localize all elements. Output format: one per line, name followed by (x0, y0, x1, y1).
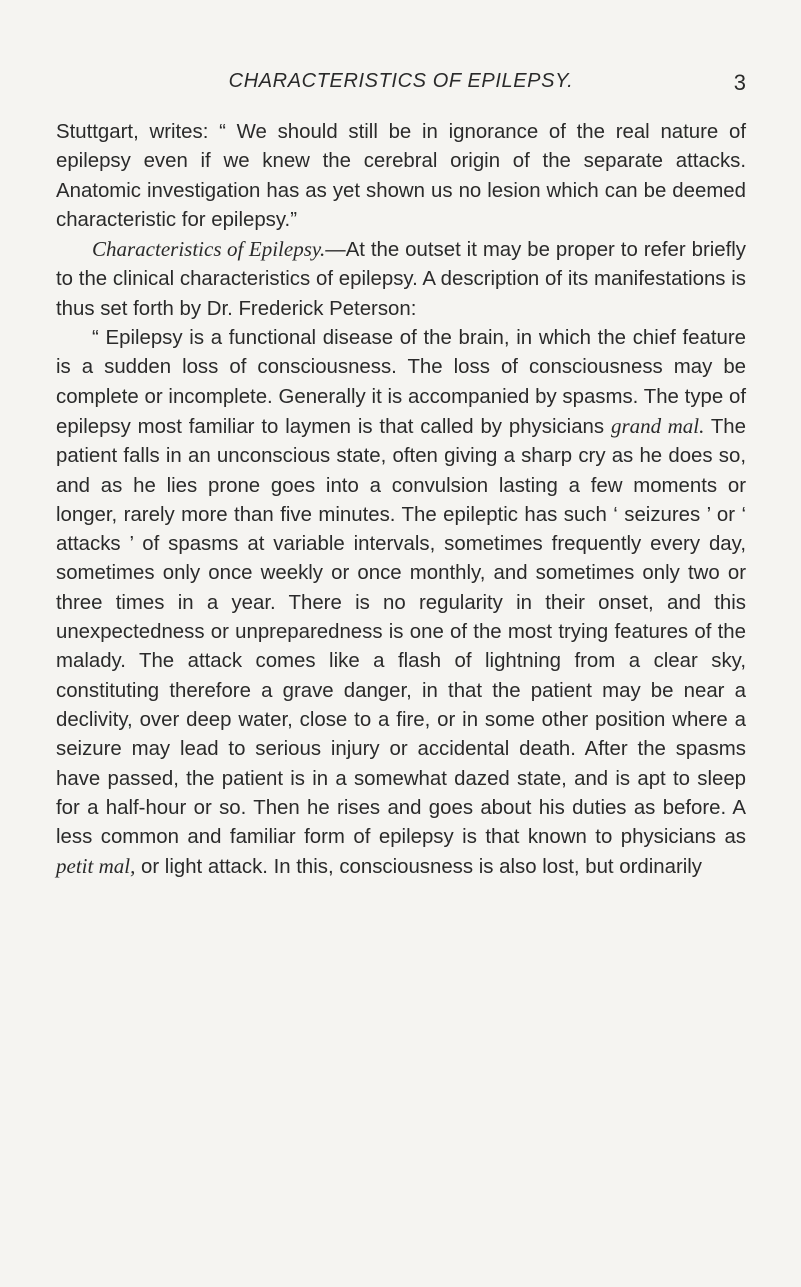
paragraph-text: “ Epilepsy is a functional disease of the brain, in which the chief feature is a sudden loss of consciousness. The loss of consciousness may be complete or incomplete. Generally it is accompanied by spasms. The type of epilepsy most familiar to laymen is that called by physicians (56, 327, 746, 438)
term-grand-mal: grand mal. (610, 413, 705, 438)
paragraph-characteristics (56, 235, 746, 324)
paragraph-text: The patient falls in an unconscious state, often giving a sharp cry as he does so, and as he lies prone goes into a convulsion lasting a few moments or longer, rarely more than five minutes. The epileptic has such ‘ seizures ’ or ‘ attacks ’ of spasms at variable intervals, sometimes frequently every day, sometimes only once weekly or once monthly, and sometimes only two or three times in a year. There is no regularity in their onset, and this unexpectedness or unpreparedness is one of the most trying features of the malady. The attack comes like a flash of lightning from a clear sky, constituting therefore a grave danger, in that the patient may be near a declivity, over deep water, close to a fire, or in some other position where a seizure may lead to serious injury or accidental death. After the spasms have passed, the patient is in a somewhat dazed state, and is apt to sleep for a half-hour or so. Then he rises and goes about his duties as before. A less common and familiar form of epilepsy is that known to physicians as (56, 415, 746, 849)
page-number: 3 (733, 70, 746, 95)
paragraph-text: or light attack. In this, consciousness is also lost, but ordinarily (135, 856, 702, 879)
section-heading: Characteristics of Epilepsy. (92, 237, 326, 262)
term-petit-mal: petit mal, (56, 854, 136, 879)
paragraph-text: —At the outset it may be proper to refer briefly to the clinical characteristics of epilepsy. A description of its manifestations is thus set forth by Dr. Frederick Peterson: (56, 239, 746, 320)
paragraph-quote-continuation (56, 118, 746, 235)
body-text (56, 118, 746, 883)
running-head: CHARACTERISTICS OF EPILEPSY. (228, 70, 574, 92)
page-header (56, 70, 746, 106)
paragraph-text: Stuttgart, writes: “ We should still be in ignorance of the real nature of epilepsy even if we knew the cerebral origin of the separate attacks. Anatomic investigation has as yet shown us no lesion which can be deemed characteristic for epilepsy.” (56, 121, 746, 231)
paragraph-peterson-quote (56, 324, 746, 883)
